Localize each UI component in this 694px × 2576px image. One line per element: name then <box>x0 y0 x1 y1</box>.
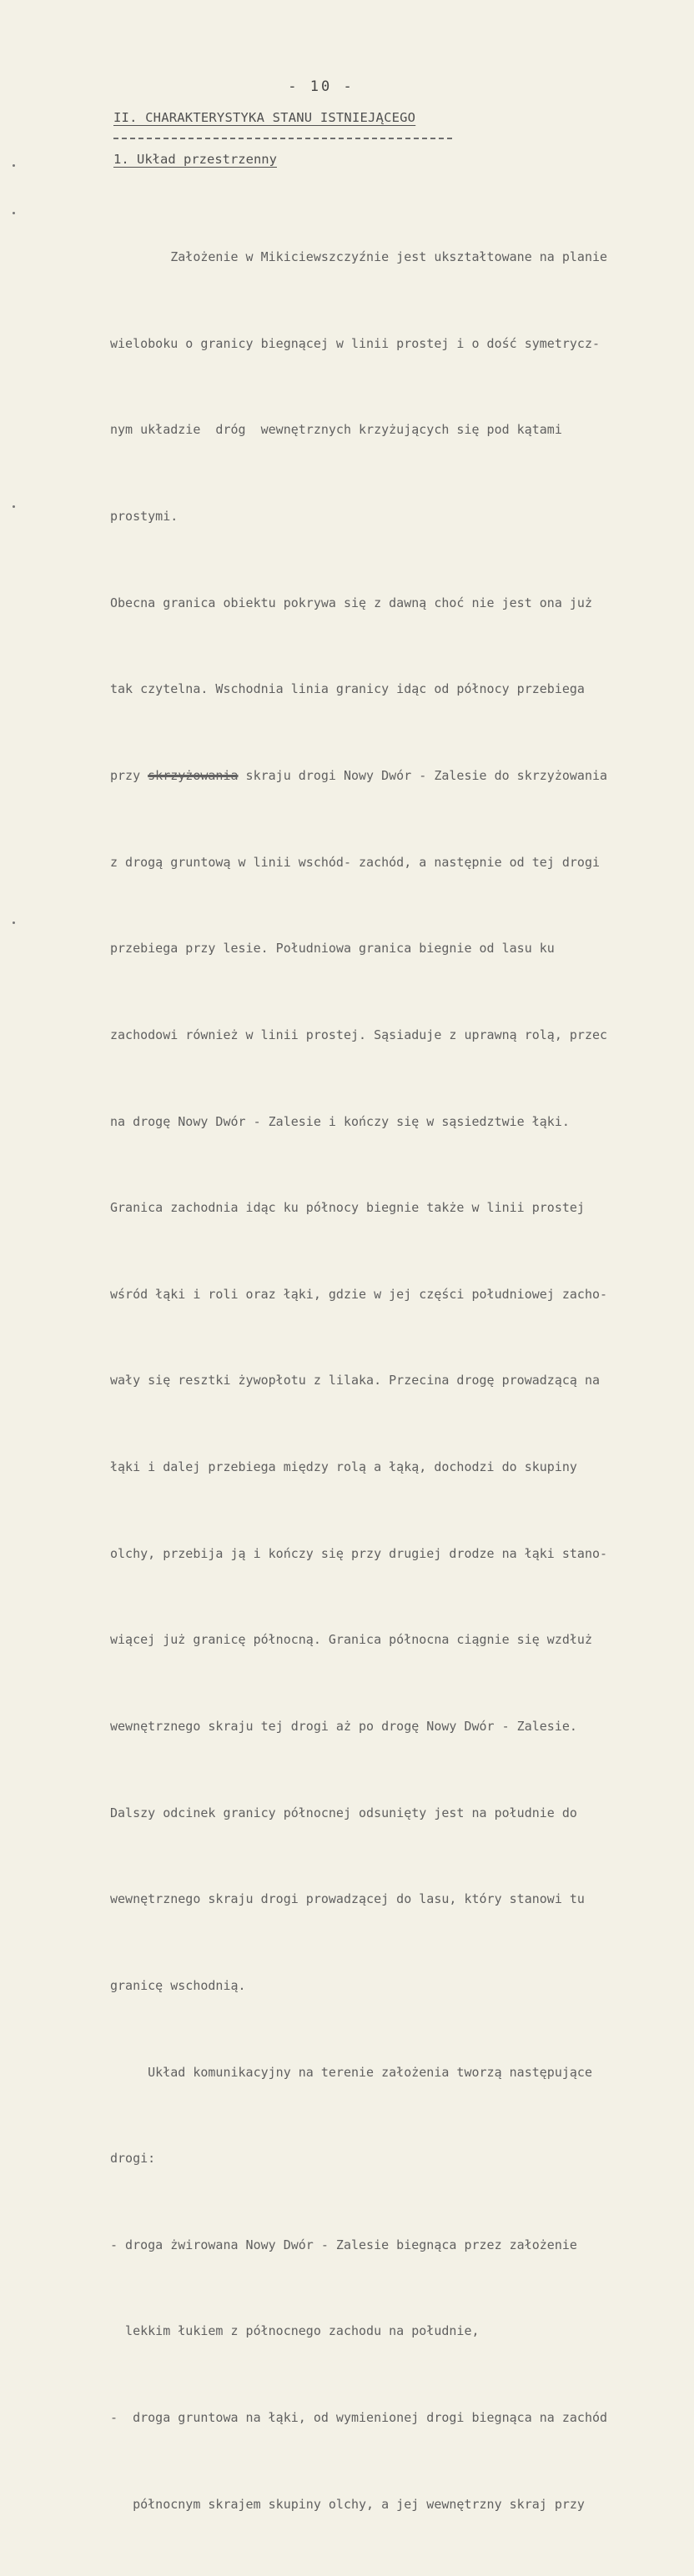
text-line: wiącej już granicę północną. Granica północna ciągnie się wzdłuż <box>110 1632 592 1648</box>
body-text <box>110 185 694 2576</box>
text-line: Obecna granica obiektu pokrywa się z dawną choć nie jest ona już <box>110 595 592 610</box>
text-line: granicę wschodnią. <box>110 1977 246 1993</box>
text-line: Dalszy odcinek granicy północnej odsunięty jest na południe do <box>110 1805 577 1820</box>
subsection-title: 1. Układ przestrzenny <box>113 152 277 167</box>
section-title-underline <box>113 138 452 139</box>
text-line: nym układzie dróg wewnętrznych krzyżujących się pod kątami <box>110 422 562 438</box>
text-line: wewnętrznego skraju drogi prowadzącej do lasu, który stanowi tu <box>110 1891 585 1907</box>
text-line: z drogą gruntową w linii wschód- zachód, a następnie od tej drogi <box>110 854 600 870</box>
list-item: - droga żwirowana Nowy Dwór - Zalesie biegnąca przez założenie <box>110 2237 577 2252</box>
text-line: prostymi. <box>110 509 179 525</box>
text-segment: przy <box>110 767 148 783</box>
text-line: tak czytelna. Wschodnia linia granicy idąc od północy przebiega <box>110 681 585 697</box>
struck-out-word: skrzyżowania <box>148 767 239 783</box>
text-line: Układ komunikacyjny na terenie założenia tworzą następujące <box>110 2064 592 2080</box>
text-line: Granica zachodnia idąc ku północy biegnie także w linii prostej <box>110 1200 585 1216</box>
text-line: wewnętrznego skraju tej drogi aż po drogę Nowy Dwór - Zalesie. <box>110 1718 577 1734</box>
text-line: wieloboku o granicy biegnącej w linii prostej i o dość symetrycz- <box>110 335 600 351</box>
text-line: Założenie w Mikiciewszczyźnie jest ukształtowane na planie <box>110 249 608 265</box>
list-item-continuation: lekkim łukiem z północnego zachodu na południe, <box>110 2323 480 2339</box>
section-title: II. CHARAKTERYSTYKA STANU ISTNIEJĄCEGO <box>113 110 416 125</box>
text-line: zachodowi również w linii prostej. Sąsiaduje z uprawną rolą, przec <box>110 1027 608 1042</box>
list-item-continuation: północnym skrajem skupiny olchy, a jej wewnętrzny skraj przy <box>110 2496 585 2512</box>
text-line: wśród łąki i roli oraz łąki, gdzie w jej części południowej zacho- <box>110 1286 608 1302</box>
text-line: drogi: <box>110 2151 156 2167</box>
page-number: - 10 - <box>288 78 355 95</box>
text-segment: skraju drogi Nowy Dwór - Zalesie do skrzyżowania <box>238 767 608 783</box>
text-line: na drogę Nowy Dwór - Zalesie i kończy się w sąsiedztwie łąki. <box>110 1113 570 1129</box>
text-line: przebiega przy lesie. Południowa granica biegnie od lasu ku <box>110 941 555 957</box>
text-line: olchy, przebija ją i kończy się przy drugiej drodze na łąki stano- <box>110 1545 608 1561</box>
text-line: wały się resztki żywopłotu z lilaka. Przecina drogę prowadzącą na <box>110 1373 600 1388</box>
text-line: łąki i dalej przebiega między rolą a łąką, dochodzi do skupiny <box>110 1459 577 1475</box>
list-item: - droga gruntowa na łąki, od wymienionej drogi biegnąca na zachód <box>110 2410 608 2426</box>
text-line-with-correction <box>110 761 694 791</box>
